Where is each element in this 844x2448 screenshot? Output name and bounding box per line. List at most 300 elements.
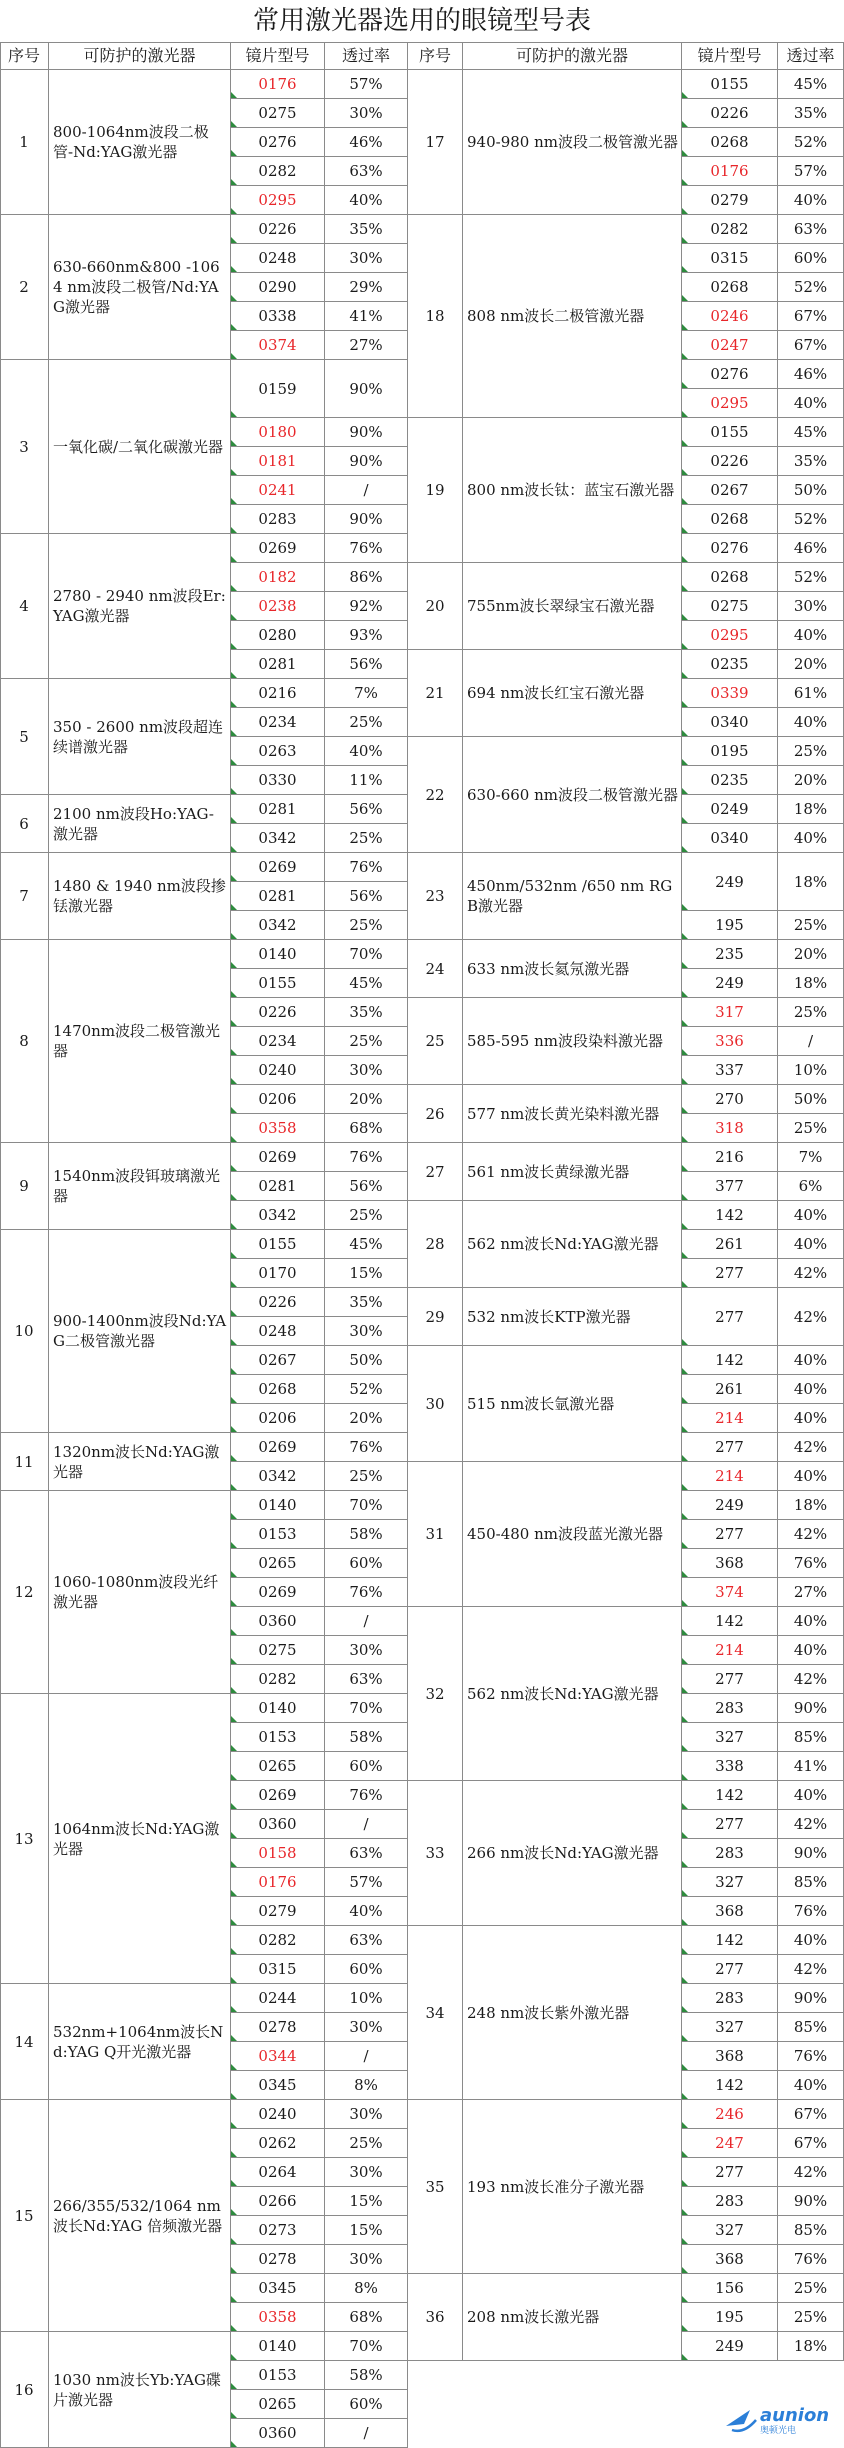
lens-model: 277 (682, 2158, 778, 2187)
laser-type: 1540nm波段铒玻璃激光器 (49, 1143, 231, 1230)
laser-type: 1064nm波长Nd:YAG激光器 (49, 1694, 231, 1984)
lens-model: 0235 (682, 766, 778, 795)
lens-model: 0344 (231, 2042, 325, 2071)
lens-model: 0282 (682, 215, 778, 244)
transmittance: / (325, 1810, 408, 1839)
transmittance: 25% (778, 2303, 844, 2332)
lens-model: 0295 (231, 186, 325, 215)
lens-model: 0181 (231, 447, 325, 476)
transmittance: / (778, 1027, 844, 1056)
laser-type: 266 nm波长Nd:YAG激光器 (463, 1781, 682, 1926)
lens-model: 195 (682, 911, 778, 940)
transmittance: 40% (778, 824, 844, 853)
transmittance: 40% (778, 2071, 844, 2100)
row-number: 20 (408, 563, 463, 650)
lens-model: 0358 (231, 2303, 325, 2332)
lens-model: 277 (682, 1433, 778, 1462)
row-number: 14 (0, 1984, 49, 2100)
transmittance: 76% (325, 1578, 408, 1607)
transmittance: 45% (778, 418, 844, 447)
lens-table (0, 42, 844, 2448)
lens-model: 247 (682, 2129, 778, 2158)
transmittance: 76% (778, 2042, 844, 2071)
transmittance: 90% (778, 2187, 844, 2216)
transmittance: 63% (325, 1665, 408, 1694)
transmittance: / (325, 1607, 408, 1636)
lens-model: 0268 (682, 563, 778, 592)
laser-type: 630-660nm&800 -1064 nm波段二极管/Nd:YAG激光器 (49, 215, 231, 360)
lens-model: 0269 (231, 853, 325, 882)
transmittance: 50% (325, 1346, 408, 1375)
brand-logo (724, 2402, 836, 2440)
lens-model: 0248 (231, 1317, 325, 1346)
header-lens-model: 镜片型号 (231, 42, 325, 70)
transmittance: 52% (325, 1375, 408, 1404)
transmittance: 40% (778, 1462, 844, 1491)
lens-model: 0268 (682, 128, 778, 157)
lens-model: 0226 (231, 1288, 325, 1317)
header-no: 序号 (408, 42, 463, 70)
laser-type: 450-480 nm波段蓝光激光器 (463, 1462, 682, 1607)
transmittance: 45% (778, 70, 844, 99)
transmittance: 25% (325, 911, 408, 940)
lens-model: 336 (682, 1027, 778, 1056)
lens-model: 0279 (231, 1897, 325, 1926)
laser-type: 800 nm波长钛：蓝宝石激光器 (463, 418, 682, 563)
transmittance: 42% (778, 1665, 844, 1694)
lens-model: 0269 (231, 534, 325, 563)
transmittance: 18% (778, 795, 844, 824)
lens-model: 0140 (231, 2332, 325, 2361)
laser-type: 694 nm波长红宝石激光器 (463, 650, 682, 737)
transmittance: 63% (778, 215, 844, 244)
transmittance: 40% (325, 186, 408, 215)
laser-type: 一氧化碳/二氧化碳激光器 (49, 360, 231, 534)
transmittance: 52% (778, 273, 844, 302)
transmittance: 20% (778, 940, 844, 969)
transmittance: 30% (325, 99, 408, 128)
transmittance: 45% (325, 969, 408, 998)
header-no: 序号 (0, 42, 49, 70)
transmittance: 70% (325, 1491, 408, 1520)
lens-model: 0170 (231, 1259, 325, 1288)
lens-model: 0155 (231, 1230, 325, 1259)
lens-model: 0247 (682, 331, 778, 360)
lens-model: 0340 (682, 824, 778, 853)
lens-model: 0182 (231, 563, 325, 592)
lens-model: 0246 (682, 302, 778, 331)
transmittance: 90% (325, 505, 408, 534)
lens-model: 142 (682, 1201, 778, 1230)
lens-model: 377 (682, 1172, 778, 1201)
transmittance: 85% (778, 2013, 844, 2042)
lens-model: 337 (682, 1056, 778, 1085)
transmittance: 40% (778, 1636, 844, 1665)
lens-model: 0282 (231, 1665, 325, 1694)
lens-model: 270 (682, 1085, 778, 1114)
lens-model: 0155 (231, 969, 325, 998)
laser-type: 800-1064nm波段二极管-Nd:YAG激光器 (49, 70, 231, 215)
lens-model: 368 (682, 1897, 778, 1926)
lens-model: 0269 (231, 1433, 325, 1462)
lens-model: 0282 (231, 157, 325, 186)
row-number: 25 (408, 998, 463, 1085)
transmittance: 85% (778, 1868, 844, 1897)
transmittance: 25% (778, 737, 844, 766)
transmittance: 58% (325, 1723, 408, 1752)
transmittance: 42% (778, 1433, 844, 1462)
transmittance: 57% (325, 70, 408, 99)
transmittance: 76% (325, 853, 408, 882)
lens-model: 327 (682, 1723, 778, 1752)
row-number: 1 (0, 70, 49, 215)
transmittance: 45% (325, 1230, 408, 1259)
lens-model: 0195 (682, 737, 778, 766)
transmittance: 30% (325, 244, 408, 273)
transmittance: 25% (325, 1201, 408, 1230)
transmittance: 25% (778, 2274, 844, 2303)
laser-type: 562 nm波长Nd:YAG激光器 (463, 1201, 682, 1288)
lens-model: 0269 (231, 1781, 325, 1810)
lens-model: 277 (682, 1810, 778, 1839)
lens-model: 283 (682, 1839, 778, 1868)
lens-model: 0338 (231, 302, 325, 331)
transmittance: 35% (325, 215, 408, 244)
transmittance: 25% (325, 824, 408, 853)
lens-model: 0360 (231, 1607, 325, 1636)
row-number: 3 (0, 360, 49, 534)
transmittance: 67% (778, 2129, 844, 2158)
transmittance: 63% (325, 157, 408, 186)
lens-model: 0283 (231, 505, 325, 534)
row-number: 8 (0, 940, 49, 1143)
header-transmittance: 透过率 (778, 42, 844, 70)
lens-model: 142 (682, 1781, 778, 1810)
transmittance: 90% (778, 1984, 844, 2013)
transmittance: 40% (778, 186, 844, 215)
transmittance: 56% (325, 795, 408, 824)
transmittance: 85% (778, 1723, 844, 1752)
row-number: 29 (408, 1288, 463, 1346)
transmittance: / (325, 476, 408, 505)
laser-type: 1470nm波段二极管激光器 (49, 940, 231, 1143)
transmittance: 86% (325, 563, 408, 592)
transmittance: 7% (778, 1143, 844, 1172)
transmittance: 68% (325, 2303, 408, 2332)
lens-model: 0295 (682, 621, 778, 650)
lens-model: 283 (682, 1694, 778, 1723)
transmittance: 42% (778, 1259, 844, 1288)
transmittance: 57% (325, 1868, 408, 1897)
transmittance: 8% (325, 2071, 408, 2100)
lens-model: 0176 (231, 1868, 325, 1897)
transmittance: 85% (778, 2216, 844, 2245)
lens-model: 142 (682, 1607, 778, 1636)
laser-type: 1320nm波长Nd:YAG激光器 (49, 1433, 231, 1491)
lens-model: 0268 (682, 273, 778, 302)
transmittance: 30% (325, 2013, 408, 2042)
laser-type: 577 nm波长黄光染料激光器 (463, 1085, 682, 1143)
transmittance: 40% (778, 1201, 844, 1230)
row-number: 2 (0, 215, 49, 360)
transmittance: 18% (778, 2332, 844, 2361)
transmittance: 61% (778, 679, 844, 708)
lens-model: 0358 (231, 1114, 325, 1143)
transmittance: 42% (778, 2158, 844, 2187)
lens-model: 0267 (682, 476, 778, 505)
transmittance: 76% (778, 1549, 844, 1578)
lens-model: 368 (682, 2042, 778, 2071)
lens-model: 0140 (231, 1491, 325, 1520)
lens-model: 327 (682, 2216, 778, 2245)
lens-model: 0342 (231, 824, 325, 853)
lens-model: 0342 (231, 1462, 325, 1491)
lens-model: 0235 (682, 650, 778, 679)
lens-model: 0153 (231, 2361, 325, 2390)
lens-model: 0238 (231, 592, 325, 621)
row-number: 30 (408, 1346, 463, 1462)
header-laser: 可防护的激光器 (463, 42, 682, 70)
laser-type: 561 nm波长黄绿激光器 (463, 1143, 682, 1201)
transmittance: 60% (325, 1752, 408, 1781)
header-lens-model: 镜片型号 (682, 42, 778, 70)
laser-type: 1030 nm波长Yb:YAG碟片激光器 (49, 2332, 231, 2448)
transmittance: 76% (778, 1897, 844, 1926)
lens-model: 0276 (682, 534, 778, 563)
lens-model: 235 (682, 940, 778, 969)
lens-model: 142 (682, 1926, 778, 1955)
transmittance: 70% (325, 940, 408, 969)
laser-type: 633 nm波长氦氖激光器 (463, 940, 682, 998)
lens-model: 0315 (231, 1955, 325, 1984)
transmittance: 76% (325, 1433, 408, 1462)
transmittance: 35% (325, 1288, 408, 1317)
transmittance: 40% (778, 1404, 844, 1433)
lens-model: 283 (682, 1984, 778, 2013)
transmittance: 90% (325, 360, 408, 418)
row-number: 36 (408, 2274, 463, 2361)
lens-model: 0273 (231, 2216, 325, 2245)
transmittance: 42% (778, 1288, 844, 1346)
transmittance: 20% (778, 766, 844, 795)
laser-type: 515 nm波长氩激光器 (463, 1346, 682, 1462)
transmittance: 7% (325, 679, 408, 708)
laser-type: 208 nm波长激光器 (463, 2274, 682, 2361)
transmittance: 56% (325, 1172, 408, 1201)
row-number: 35 (408, 2100, 463, 2274)
lens-model: 0340 (682, 708, 778, 737)
row-number: 17 (408, 70, 463, 215)
lens-model: 0265 (231, 1752, 325, 1781)
transmittance: 70% (325, 1694, 408, 1723)
lens-model: 318 (682, 1114, 778, 1143)
lens-model: 368 (682, 1549, 778, 1578)
row-number: 33 (408, 1781, 463, 1926)
transmittance: 6% (778, 1172, 844, 1201)
lens-model: 0262 (231, 2129, 325, 2158)
lens-model: 327 (682, 1868, 778, 1897)
transmittance: 42% (778, 1810, 844, 1839)
lens-model: 0266 (231, 2187, 325, 2216)
transmittance: 40% (778, 389, 844, 418)
transmittance: 41% (778, 1752, 844, 1781)
lens-model: 0226 (231, 215, 325, 244)
lens-model: 0140 (231, 940, 325, 969)
lens-model: 0140 (231, 1694, 325, 1723)
lens-model: 0276 (231, 128, 325, 157)
transmittance: 46% (778, 534, 844, 563)
lens-model: 0268 (682, 505, 778, 534)
transmittance: 11% (325, 766, 408, 795)
lens-model: 261 (682, 1375, 778, 1404)
lens-model: 0345 (231, 2274, 325, 2303)
transmittance: 20% (325, 1085, 408, 1114)
lens-model: 0226 (682, 447, 778, 476)
row-number: 12 (0, 1491, 49, 1694)
lens-model: 0330 (231, 766, 325, 795)
transmittance: 10% (325, 1984, 408, 2013)
lens-model: 249 (682, 1491, 778, 1520)
laser-type: 1060-1080nm波段光纤激光器 (49, 1491, 231, 1694)
transmittance: 25% (325, 708, 408, 737)
lens-model: 142 (682, 2071, 778, 2100)
transmittance: 58% (325, 1520, 408, 1549)
lens-model: 0339 (682, 679, 778, 708)
transmittance: 30% (325, 1636, 408, 1665)
transmittance: 68% (325, 1114, 408, 1143)
transmittance: 40% (778, 621, 844, 650)
transmittance: 40% (778, 1346, 844, 1375)
lens-model: 0281 (231, 795, 325, 824)
transmittance: 92% (325, 592, 408, 621)
lens-model: 0176 (682, 157, 778, 186)
lens-model: 0345 (231, 2071, 325, 2100)
transmittance: 52% (778, 563, 844, 592)
transmittance: 29% (325, 273, 408, 302)
lens-model: 0180 (231, 418, 325, 447)
transmittance: 25% (778, 998, 844, 1027)
transmittance: 35% (778, 99, 844, 128)
logo-icon (724, 2406, 758, 2436)
lens-model: 338 (682, 1752, 778, 1781)
transmittance: 15% (325, 2187, 408, 2216)
lens-model: 0155 (682, 418, 778, 447)
transmittance: 50% (778, 476, 844, 505)
transmittance: 40% (778, 1926, 844, 1955)
lens-model: 0278 (231, 2013, 325, 2042)
lens-model: 0206 (231, 1085, 325, 1114)
lens-model: 0281 (231, 650, 325, 679)
lens-model: 0276 (682, 360, 778, 389)
transmittance: 63% (325, 1839, 408, 1868)
transmittance: 90% (325, 447, 408, 476)
transmittance: 40% (325, 1897, 408, 1926)
lens-model: 0176 (231, 70, 325, 99)
transmittance: 25% (325, 1027, 408, 1056)
transmittance: 42% (778, 1520, 844, 1549)
table-title: 常用激光器选用的眼镜型号表 (252, 6, 591, 36)
transmittance: 76% (325, 534, 408, 563)
lens-model: 0249 (682, 795, 778, 824)
laser-type: 630-660 nm波段二极管激光器 (463, 737, 682, 853)
lens-model: 0265 (231, 2390, 325, 2419)
lens-model: 0264 (231, 2158, 325, 2187)
transmittance: 46% (778, 360, 844, 389)
transmittance: 60% (325, 1549, 408, 1578)
transmittance: 60% (325, 2390, 408, 2419)
transmittance: 46% (325, 128, 408, 157)
lens-model: 0282 (231, 1926, 325, 1955)
lens-model: 0374 (231, 331, 325, 360)
logo-text-cn: 奥顿光电 (760, 2425, 797, 2436)
row-number: 27 (408, 1143, 463, 1201)
transmittance: 10% (778, 1056, 844, 1085)
lens-model: 0281 (231, 1172, 325, 1201)
laser-type: 1480 & 1940 nm波段掺铥激光器 (49, 853, 231, 940)
lens-model: 0263 (231, 737, 325, 766)
laser-type: 900-1400nm波段Nd:YAG二极管激光器 (49, 1230, 231, 1433)
row-number: 15 (0, 2100, 49, 2332)
lens-model: 0315 (682, 244, 778, 273)
transmittance: 30% (325, 1056, 408, 1085)
lens-model: 0234 (231, 1027, 325, 1056)
transmittance: 35% (325, 998, 408, 1027)
transmittance: 40% (778, 1607, 844, 1636)
row-number: 6 (0, 795, 49, 853)
lens-model: 277 (682, 1259, 778, 1288)
transmittance: 58% (325, 2361, 408, 2390)
row-number: 4 (0, 534, 49, 679)
row-number: 31 (408, 1462, 463, 1607)
lens-model: 277 (682, 1665, 778, 1694)
lens-model: 214 (682, 1404, 778, 1433)
transmittance: 57% (778, 157, 844, 186)
laser-type: 532 nm波长KTP激光器 (463, 1288, 682, 1346)
transmittance: 25% (778, 911, 844, 940)
transmittance: 30% (325, 2245, 408, 2274)
lens-model: 249 (682, 969, 778, 998)
transmittance: 18% (778, 1491, 844, 1520)
lens-model: 0226 (682, 99, 778, 128)
transmittance: 93% (325, 621, 408, 650)
lens-model: 195 (682, 2303, 778, 2332)
lens-model: 0278 (231, 2245, 325, 2274)
transmittance: 30% (325, 2100, 408, 2129)
transmittance: 30% (325, 1317, 408, 1346)
lens-model: 0206 (231, 1404, 325, 1433)
transmittance: / (325, 2042, 408, 2071)
lens-model: 283 (682, 2187, 778, 2216)
lens-model: 249 (682, 2332, 778, 2361)
lens-model: 0275 (231, 99, 325, 128)
transmittance: 15% (325, 1259, 408, 1288)
laser-type: 808 nm波长二极管激光器 (463, 215, 682, 418)
transmittance: 67% (778, 331, 844, 360)
transmittance: 40% (778, 1375, 844, 1404)
transmittance: 90% (325, 418, 408, 447)
lens-model: 0153 (231, 1723, 325, 1752)
header-laser: 可防护的激光器 (49, 42, 231, 70)
lens-model: 0234 (231, 708, 325, 737)
transmittance: 76% (778, 2245, 844, 2274)
row-number: 22 (408, 737, 463, 853)
lens-model: 0240 (231, 2100, 325, 2129)
lens-model: 0216 (231, 679, 325, 708)
lens-model: 0360 (231, 1810, 325, 1839)
lens-model: 0226 (231, 998, 325, 1027)
lens-model: 0360 (231, 2419, 325, 2448)
transmittance: 40% (325, 737, 408, 766)
